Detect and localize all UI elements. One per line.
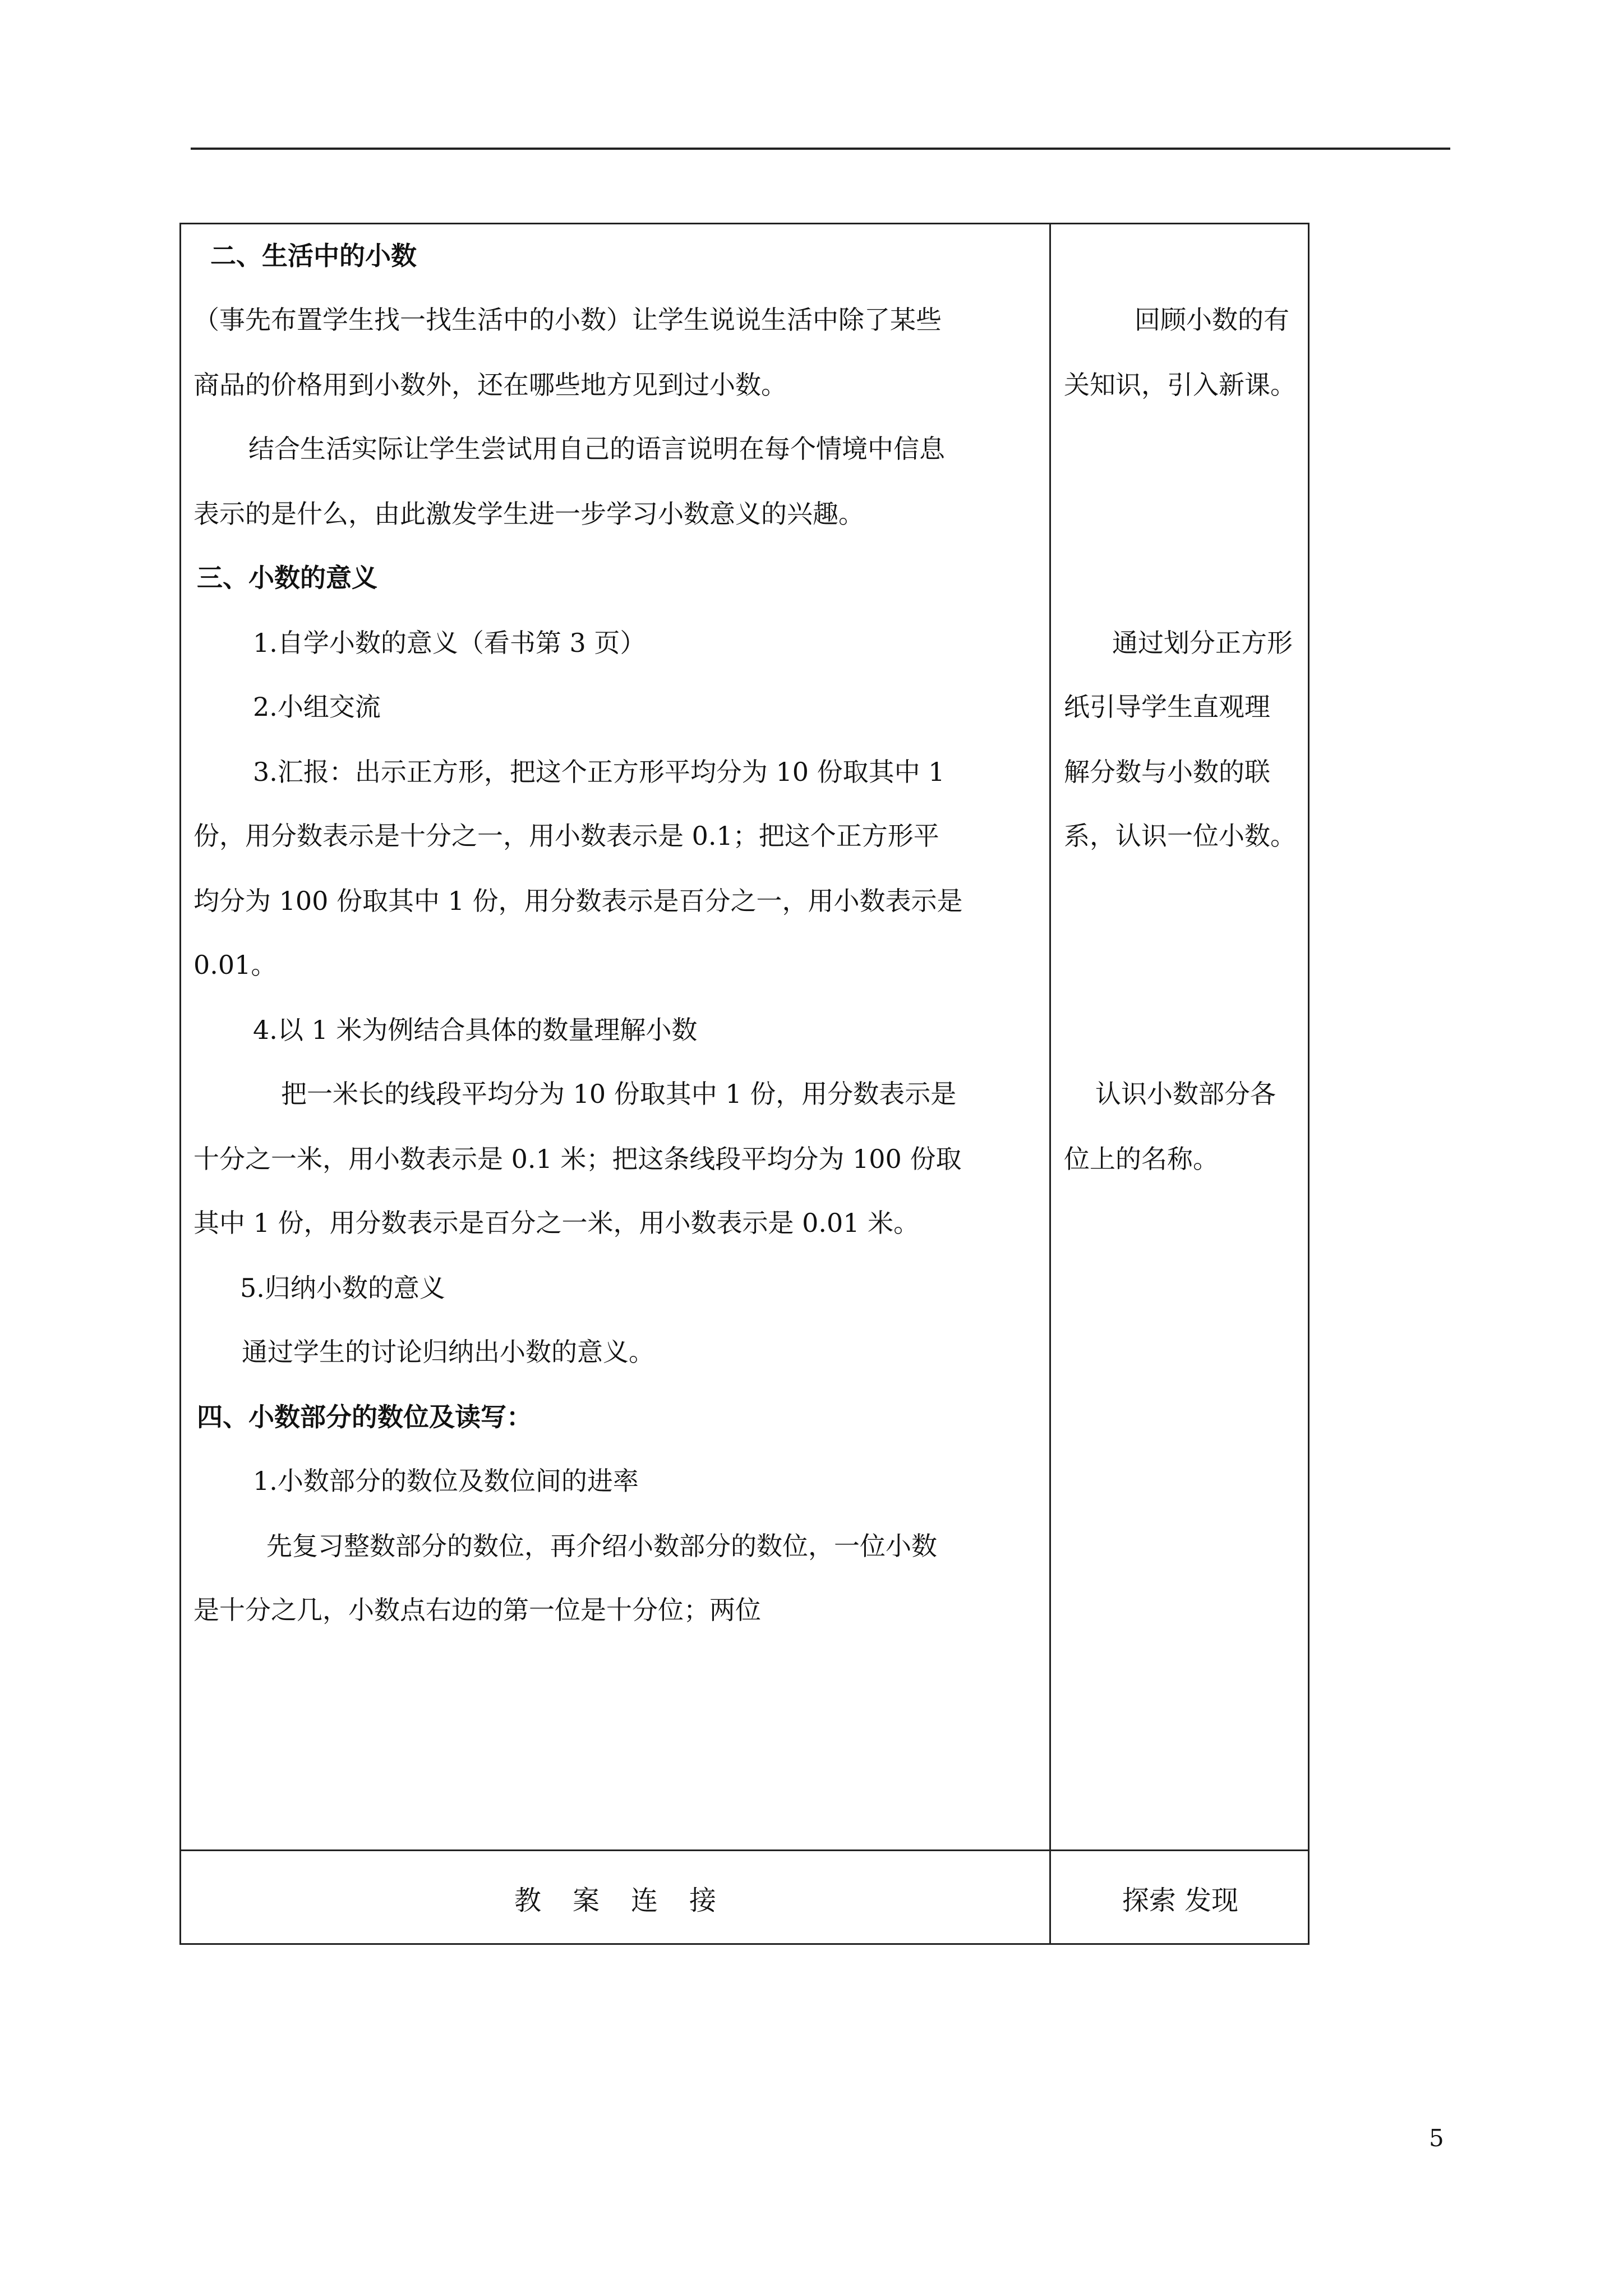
step-item: 1.自学小数的意义（看书第 3 页） [253,628,646,658]
step-paragraph-line: 把一米长的线段平均分为 10 份取其中 1 份，用分数表示是 [281,1079,957,1109]
footer-label-right: 探索 发现 [1122,1885,1239,1916]
section2-paragraph-line: 结合生活实际让学生尝试用自己的语言说明在每个情境中信息 [248,434,945,464]
footer-label-left: 教案连接 [514,1885,748,1916]
lesson-plan-table [179,223,1310,1945]
step-item: 2.小组交流 [253,692,381,722]
step-paragraph-line: 十分之一米，用小数表示是 0.1 米；把这条线段平均分为 100 份取 [193,1144,962,1174]
side-note-line: 关知识，引入新课。 [1064,370,1296,400]
section4-heading: 四、小数部分的数位及读写： [197,1402,532,1432]
step-paragraph-line: 通过学生的讨论归纳出小数的意义。 [242,1337,654,1367]
side-note-line: 认识小数部分各 [1095,1079,1276,1109]
column-divider [1049,224,1051,1943]
section2-paragraph-line: （事先布置学生找一找生活中的小数）让学生说说生活中除了某些 [193,305,942,335]
step-paragraph-line: 是十分之几，小数点右边的第一位是十分位；两位 [193,1595,761,1625]
side-note-line: 通过划分正方形 [1112,628,1293,658]
section2-paragraph-line: 商品的价格用到小数外，还在哪些地方见到过小数。 [193,370,787,400]
section3-heading: 三、小数的意义 [197,563,377,593]
side-note-line: 纸引导学生直观理 [1064,692,1270,722]
page-number: 5 [1429,2124,1444,2152]
section2-paragraph-line: 表示的是什么，由此激发学生进一步学习小数意义的兴趣。 [193,499,864,529]
step-item: 4.以 1 米为例结合具体的数量理解小数 [253,1015,698,1045]
step-item: 1.小数部分的数位及数位间的进率 [253,1466,639,1496]
step-paragraph-line: 其中 1 份，用分数表示是百分之一米，用小数表示是 0.01 米。 [193,1208,920,1238]
side-note-line: 系，认识一位小数。 [1064,821,1296,851]
step-paragraph-line: 先复习整数部分的数位，再介绍小数部分的数位，一位小数 [266,1531,937,1561]
step-item: 3.汇报：出示正方形，把这个正方形平均分为 10 份取其中 1 [253,757,945,787]
step-paragraph-line: 0.01。 [193,950,277,980]
step-item: 5.归纳小数的意义 [240,1273,445,1303]
side-note-line: 位上的名称。 [1064,1144,1219,1174]
step-paragraph-line: 均分为 100 份取其中 1 份，用分数表示是百分之一，用小数表示是 [193,886,963,916]
step-paragraph-line: 份，用分数表示是十分之一，用小数表示是 0.1；把这个正方形平 [193,821,939,851]
side-note-line: 解分数与小数的联 [1064,757,1270,787]
header-rule [191,148,1450,150]
section2-heading: 二、生活中的小数 [210,241,417,271]
side-note-line: 回顾小数的有 [1135,305,1289,335]
